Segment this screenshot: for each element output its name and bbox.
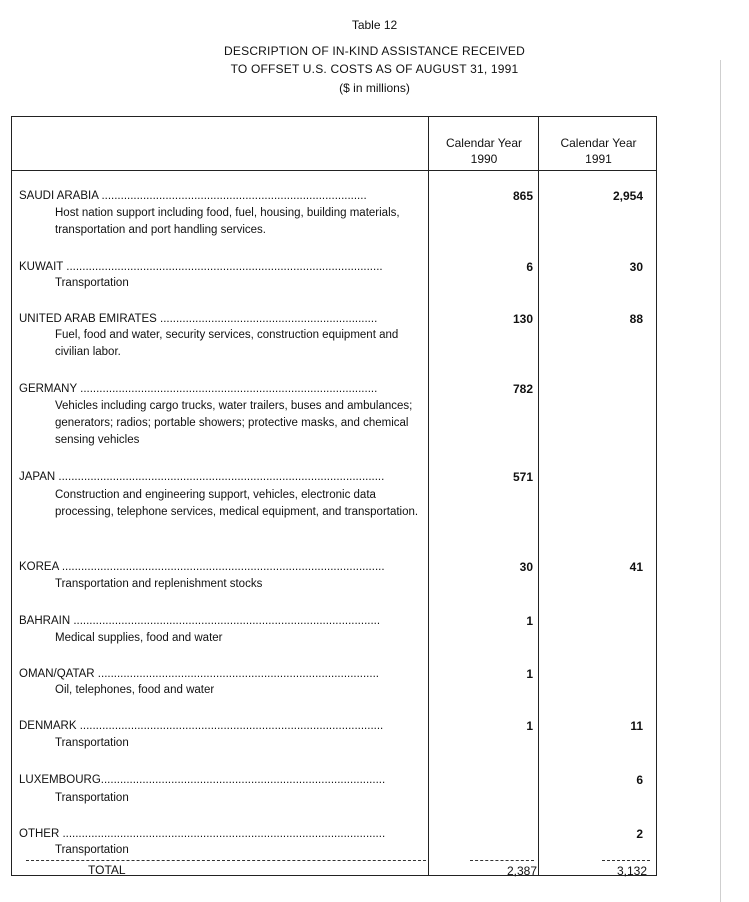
row-value-1990-kuwait: 6 [526,260,533,274]
row-country-kuwait: KUWAIT ................................................................................................... [19,261,383,273]
row-description-saudi-arabia: Host nation support including food, fuel, housing, building materials, transportation and port handling services. [55,207,400,236]
row-value-1990-uae: 130 [512,312,533,326]
row-value-1990-japan: 571 [512,470,533,484]
row-value-1991-denmark: 11 [630,719,643,733]
row-value-1991-kuwait: 30 [629,260,643,274]
row-country-oman-qatar: OMAN/QATAR ........................................................................................ [19,668,379,680]
column-header-1991-line2: 1991 [585,152,612,166]
table-number: Table 12 [351,18,398,32]
row-value-1991-korea: 41 [629,560,643,574]
row-value-1990-bahrain: 1 [526,614,533,628]
column-divider-1990 [428,116,429,876]
row-value-1990-germany: 782 [512,382,533,396]
column-header-1990-line1: Calendar Year [445,136,523,150]
row-description-bahrain: Medical supplies, food and water [55,632,223,644]
row-country-luxembourg: LUXEMBOURG......................................................................................... [19,774,386,786]
row-value-1991-uae: 88 [629,312,643,326]
row-value-1990-saudi-arabia: 865 [512,189,533,203]
row-country-japan: JAPAN ...................................................................................................... [19,471,385,483]
row-description-germany: Vehicles including cargo trucks, water trailers, buses and ambulances; generators; radios; portable showers; protective masks, and chemical sensing vehicles [55,400,413,446]
row-description-denmark: Transportation [55,737,129,749]
row-value-1990-korea: 30 [519,560,533,574]
row-value-1990-denmark: 1 [526,719,533,733]
total-value-1991: 3,132 [616,864,647,878]
row-value-1991-luxembourg: 6 [636,773,643,787]
row-country-uae: UNITED ARAB EMIRATES .................................................................... [19,313,378,325]
row-country-denmark: DENMARK ............................................................................................... [19,720,384,732]
row-value-1991-saudi-arabia: 2,954 [612,189,643,203]
table-title-line1: DESCRIPTION OF IN-KIND ASSISTANCE RECEIVED [224,44,525,58]
row-description-kuwait: Transportation [55,277,129,289]
column-header-1991 [540,135,657,167]
total-value-1990: 2,387 [506,864,537,878]
column-header-1990 [430,135,538,167]
row-value-1990-oman-qatar: 1 [526,667,533,681]
total-rule-1990 [470,860,534,861]
header-divider [11,170,657,171]
table-title-line2: TO OFFSET U.S. COSTS AS OF AUGUST 31, 1991 [230,62,519,76]
row-description-japan: Construction and engineering support, vehicles, electronic data processing, telephone services, medical equipment, and transportation. [55,489,419,518]
row-description-luxembourg: Transportation [55,792,129,804]
row-country-other: OTHER ..................................................................................................... [19,828,386,840]
row-description-uae: Fuel, food and water, security services, construction equipment and civilian labor. [55,329,399,358]
total-rule-1991 [602,860,650,861]
total-rule-label [26,860,426,861]
row-country-saudi-arabia: SAUDI ARABIA ................................................................................... [19,190,367,202]
table-units: ($ in millions) [339,81,410,95]
row-description-other: Transportation [55,844,129,856]
scan-edge-line [720,60,721,902]
row-description-korea: Transportation and replenishment stocks [55,578,263,590]
row-country-bahrain: BAHRAIN ................................................................................................ [19,615,381,627]
column-header-1990-line2: 1990 [470,152,498,166]
total-label: TOTAL [88,863,126,877]
column-divider-1991 [538,116,539,876]
column-header-1991-line1: Calendar Year [560,136,637,150]
row-country-korea: KOREA ..................................................................................................... [19,561,385,573]
row-description-oman-qatar: Oil, telephones, food and water [55,684,215,696]
row-value-1991-other: 2 [636,827,643,841]
row-country-germany: GERMANY ............................................................................................. [19,383,378,395]
